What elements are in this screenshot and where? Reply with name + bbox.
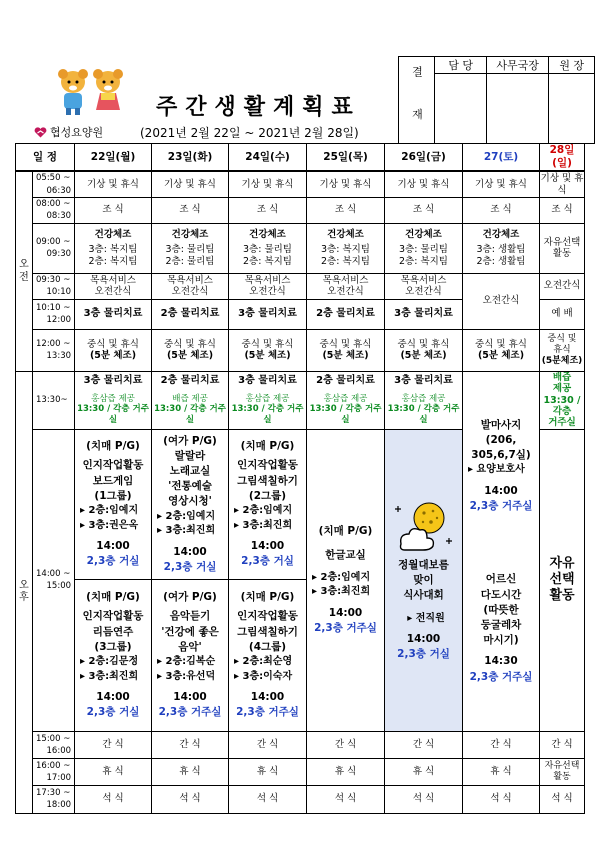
cell-program-thu: (치매 P/G) 한글교실 ▸ 2층:임예지 ▸ 3층:최진희 14:00 2,3층 거주실 xyxy=(307,429,385,731)
time-cell: 05:50 ~ 06:30 xyxy=(33,171,75,197)
cell-dinner: 석 식 xyxy=(385,785,463,813)
header-fri: 26일(금) xyxy=(385,144,463,172)
cell-snack-pm: 간 식 xyxy=(385,731,463,758)
cell-dinner: 석 식 xyxy=(152,785,229,813)
cell-dinner: 석 식 xyxy=(75,785,152,813)
time-cell: 14:00 ~ 15:00 xyxy=(33,429,75,731)
org-name: 협성요양원 xyxy=(50,126,104,139)
cell-physio-drink: 2층 물리치료 홍삼즙 제공 13:30 / 각층 거주실 xyxy=(307,371,385,429)
cell-exercise: 건강체조 3층: 물리팀 2층: 복지팀 xyxy=(385,223,463,273)
cell-free-activity: 자유선택 활동 xyxy=(540,758,585,785)
time-cell: 10:10 ~ 12:00 xyxy=(33,299,75,329)
header-mon: 22일(월) xyxy=(75,144,152,172)
cell-program-mon-1: (치매 P/G) 인지작업활동 보드게임 (1그룹) ▸ 2층:임예지 ▸ 3층:권은옥 14:00 2,3층 거실 xyxy=(75,429,152,579)
cell-dinner: 석 식 xyxy=(463,785,540,813)
cell-snack-pm: 간 식 xyxy=(540,731,585,758)
cell-program-wed-1: (치매 P/G) 인지작업활동 그림색칠하기 (2그룹) ▸ 2층:임예지 ▸ 3층:최진희 14:00 2,3층 거실 xyxy=(229,429,307,579)
header-tue: 23일(화) xyxy=(152,144,229,172)
cell-physio: 3층 물리치료 xyxy=(229,299,307,329)
cell-lunch: 중식 및 휴식 (5분 체조) xyxy=(152,329,229,371)
cell-breakfast: 조 식 xyxy=(307,197,385,223)
cell-program-tue-1: (여가 P/G) 랄랄라 노래교실 '전통예술 영상시청' ▸ 2층:임예지 ▸ 3층:최진희 14:00 2,3층 거실 xyxy=(152,429,229,579)
cell-lunch: 중식 및 휴식 (5분 체조) xyxy=(75,329,152,371)
time-cell: 17:30 ~ 18:00 xyxy=(33,785,75,813)
cell-exercise: 건강체조 3층: 복지팀 2층: 복지팀 xyxy=(307,223,385,273)
cell-rest: 기상 및 휴식 xyxy=(307,171,385,197)
time-cell: 16:00 ~ 17:00 xyxy=(33,758,75,785)
cell-rest-pm: 휴 식 xyxy=(229,758,307,785)
cell-rest-pm: 휴 식 xyxy=(463,758,540,785)
approval-col-head: 원 장 xyxy=(549,57,595,74)
approval-sign-head xyxy=(549,74,595,144)
cell-breakfast: 조 식 xyxy=(75,197,152,223)
org-logo xyxy=(34,124,103,140)
cell-program-mon-2: (치매 P/G) 인지작업활동 리듬연주 (3그룹) ▸ 2층:김문정 ▸ 3층:최진희 14:00 2,3층 거실 xyxy=(75,579,152,731)
approval-sign-staff xyxy=(435,74,487,144)
cell-lunch: 중식 및 휴식 (5분 체조) xyxy=(463,329,540,371)
cell-rest: 기상 및 휴식 xyxy=(540,172,584,196)
cell-bath: 목욕서비스 오전간식 xyxy=(307,273,385,299)
header-schedule: 일 정 xyxy=(16,144,75,172)
cell-rest: 기상 및 휴식 xyxy=(385,171,463,197)
header-thu: 25일(목) xyxy=(307,144,385,172)
cell-breakfast: 조 식 xyxy=(229,197,307,223)
cell-rest-pm: 휴 식 xyxy=(385,758,463,785)
mascot-illustration xyxy=(54,66,128,118)
cell-dinner: 석 식 xyxy=(307,785,385,813)
cell-worship: 예 배 xyxy=(540,299,585,329)
approval-col-staff: 담 당 xyxy=(435,57,487,74)
schedule-period: (2021년 2월 22일 ~ 2021년 2월 28일) xyxy=(140,126,359,140)
approval-sign-director xyxy=(487,74,549,144)
cell-program-tue-2: (여가 P/G) 음악듣기 '건강에 좋은 음악' ▸ 2층:김복순 ▸ 3층:유선덕 14:00 2,3층 거주실 xyxy=(152,579,229,731)
time-cell: 09:00 ~ 09:30 xyxy=(33,223,75,273)
cell-snack-pm: 간 식 xyxy=(75,731,152,758)
cell-rest: 기상 및 휴식 xyxy=(463,171,540,197)
cell-snack-am: 오전간식 xyxy=(540,273,585,299)
time-cell: 09:30 ~ 10:10 xyxy=(33,273,75,299)
heart-logo-icon xyxy=(34,127,47,138)
time-cell: 12:00 ~ 13:30 xyxy=(33,329,75,371)
header-sun: 28일(일) xyxy=(540,144,585,172)
cell-snack-pm: 간 식 xyxy=(307,731,385,758)
cell-physio: 3층 물리치료 xyxy=(75,299,152,329)
cell-drink-sun: 배즙 제공 13:30 / 각층 거주실 xyxy=(540,371,585,429)
cell-physio: 2층 물리치료 xyxy=(152,299,229,329)
cell-lunch: 중식 및 휴식 (5분 체조) xyxy=(307,329,385,371)
cell-rest: 기상 및 휴식 xyxy=(75,171,152,197)
cell-physio-drink: 3층 물리치료 홍삼즙 제공 13:30 / 각층 거주실 xyxy=(229,371,307,429)
approval-col-director: 사무국장 xyxy=(487,57,549,74)
cell-program-wed-2: (치매 P/G) 인지작업활동 그림색칠하기 (4그룹) ▸ 2층:최순영 ▸ 3층:이숙자 14:00 2,3층 거주실 xyxy=(229,579,307,731)
cell-rest: 기상 및 휴식 xyxy=(229,171,307,197)
cell-program-sat: 발마사지 (206, 305,6,7실) ▸ 요양보호사 14:00 2,3층 거주실 어르신 다도시간 (따뜻한 둥굴레차 마시기) 14:30 2,3층 거주실 xyxy=(463,371,540,731)
cell-bath: 목욕서비스 오전간식 xyxy=(152,273,229,299)
cell-exercise: 건강체조 3층: 복지팀 2층: 복지팀 xyxy=(75,223,152,273)
cell-physio-drink: 2층 물리치료 배즙 제공 13:30 / 각층 거주실 xyxy=(152,371,229,429)
section-pm: 오 후 xyxy=(16,371,33,813)
full-moon-night-icon xyxy=(393,498,455,554)
cell-exercise: 건강체조 3층: 생활팀 2층: 생활팀 xyxy=(463,223,540,273)
cell-physio-drink: 3층 물리치료 홍삼즙 제공 13:30 / 각층 거주실 xyxy=(75,371,152,429)
header-wed: 24일(수) xyxy=(229,144,307,172)
time-cell: 15:00 ~ 16:00 xyxy=(33,731,75,758)
cell-breakfast: 조 식 xyxy=(540,197,585,223)
time-cell: 13:30~ xyxy=(33,371,75,429)
cell-exercise: 건강체조 3층: 물리팀 2층: 복지팀 xyxy=(229,223,307,273)
cell-exercise: 건강체조 3층: 물리팀 2층: 물리팀 xyxy=(152,223,229,273)
section-am: 오 전 xyxy=(16,171,33,371)
cell-snack-pm: 간 식 xyxy=(463,731,540,758)
cell-snack-pm: 간 식 xyxy=(229,731,307,758)
approval-box xyxy=(398,56,595,144)
cell-lunch: 중식 및 휴식 (5분체조) xyxy=(540,329,585,371)
cell-free-activity-pm: 자유 선택 활동 xyxy=(540,429,585,731)
cell-physio: 3층 물리치료 xyxy=(385,299,463,329)
cell-physio-drink: 3층 물리치료 홍삼즙 제공 13:30 / 각층 거주실 xyxy=(385,371,463,429)
cell-snack-pm: 간 식 xyxy=(152,731,229,758)
approval-label: 결 재 xyxy=(399,57,435,144)
cell-program-fri: 정월대보름 맞이 식사대회 ▸ 전직원 14:00 2,3층 거실 xyxy=(385,429,463,731)
cell-rest-pm: 휴 식 xyxy=(75,758,152,785)
cell-dinner: 석 식 xyxy=(229,785,307,813)
header-sat: 27(토) xyxy=(463,144,540,172)
page-title: 주간생활계획표 xyxy=(156,95,361,120)
cell-breakfast: 조 식 xyxy=(385,197,463,223)
cell-free-activity: 자유선택 활동 xyxy=(540,223,585,273)
time-cell: 08:00 ~ 08:30 xyxy=(33,197,75,223)
cell-lunch: 중식 및 휴식 (5분 체조) xyxy=(385,329,463,371)
cell-snack-am: 오전간식 xyxy=(463,273,540,329)
cell-breakfast: 조 식 xyxy=(152,197,229,223)
cell-breakfast: 조 식 xyxy=(463,197,540,223)
cell-rest: 기상 및 휴식 xyxy=(152,171,229,197)
cell-bath: 목욕서비스 오전간식 xyxy=(229,273,307,299)
cell-lunch: 중식 및 휴식 (5분 체조) xyxy=(229,329,307,371)
cell-dinner: 석 식 xyxy=(540,785,585,813)
cell-bath: 목욕서비스 오전간식 xyxy=(75,273,152,299)
cell-bath: 목욕서비스 오전간식 xyxy=(385,273,463,299)
cell-rest-pm: 휴 식 xyxy=(307,758,385,785)
weekly-schedule-table xyxy=(15,143,585,814)
cell-rest-pm: 휴 식 xyxy=(152,758,229,785)
cell-physio: 2층 물리치료 xyxy=(307,299,385,329)
